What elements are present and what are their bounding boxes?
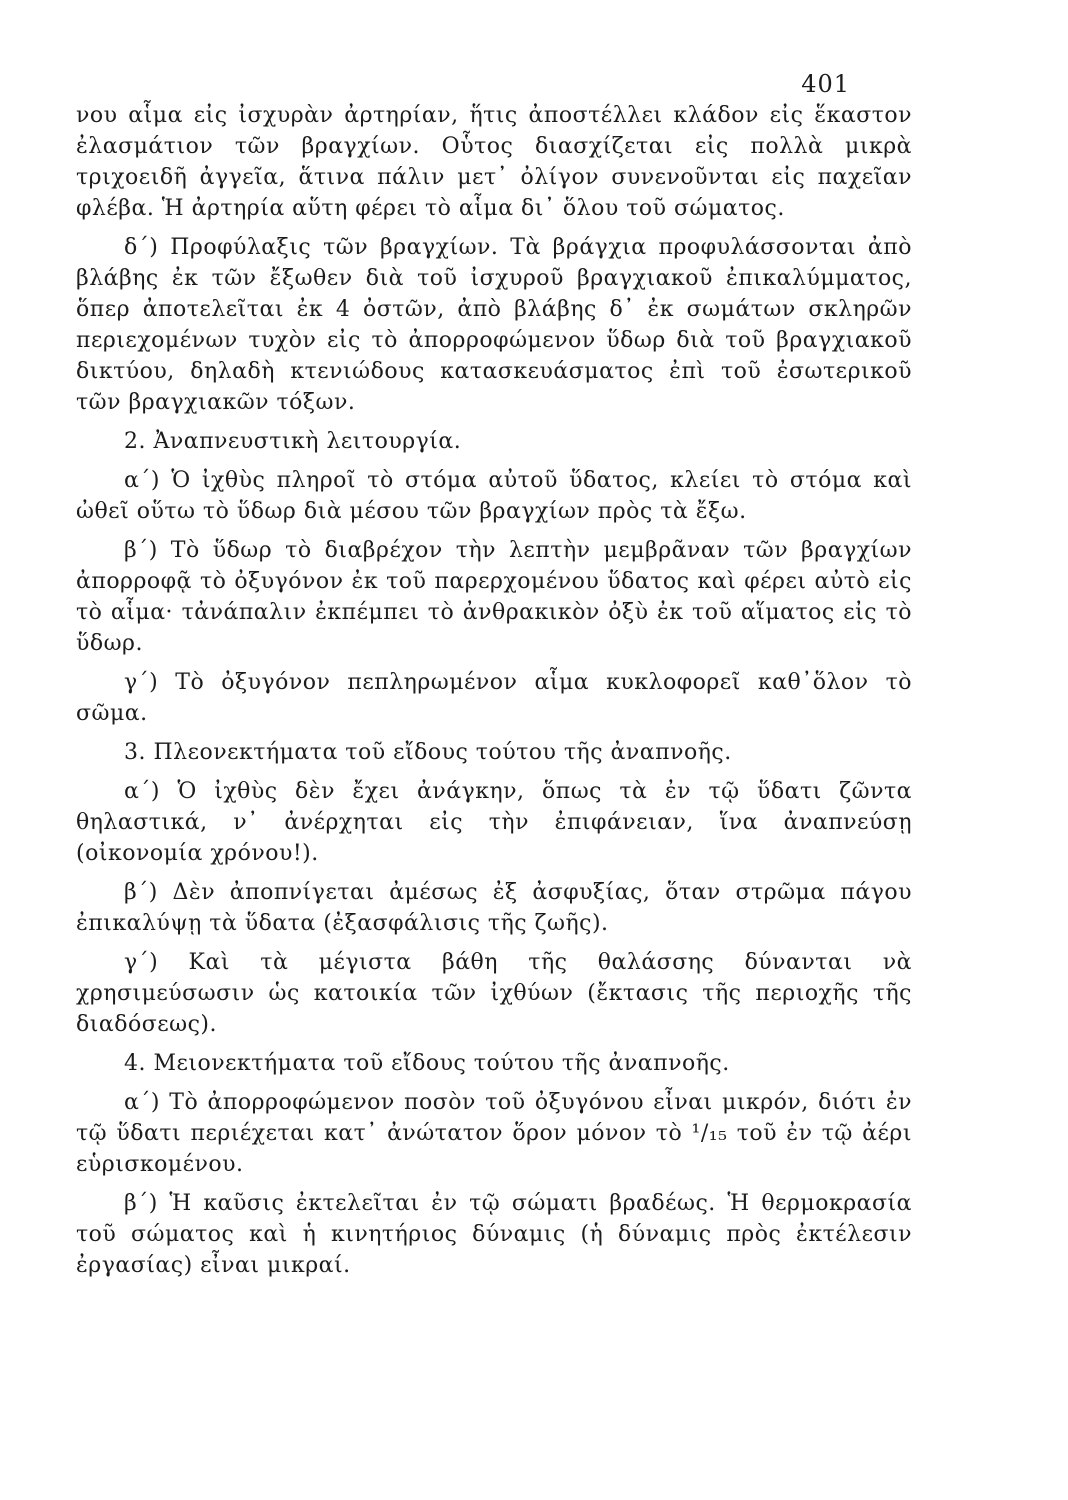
paragraph-10: γ´) Καὶ τὰ μέγιστα βάθη τῆς θαλάσσης δύνανται νὰ χρησιμεύσωσιν ὡς κατοικία τῶν ἰχθύων (ἔκτασις τῆς περιοχῆς τῆς διαδόσεως). — [76, 950, 912, 1037]
paragraph-4: α´) Ὁ ἰχθὺς πληροῖ τὸ στόμα αὐτοῦ ὕδατος, κλείει τὸ στόμα καὶ ὠθεῖ οὕτω τὸ ὕδωρ διὰ μέσου τῶν βραγχίων πρὸς τὰ ἔξω. — [76, 468, 912, 524]
section-heading-advantages: 3. Πλεονεκτήματα τοῦ εἴδους τούτου τῆς ἀναπνοῆς. — [124, 740, 732, 765]
paragraph-13: β´) Ἡ καῦσις ἐκτελεῖται ἐν τῷ σώματι βραδέως. Ἡ θερμοκρασία τοῦ σώματος καὶ ἡ κινητήριος δύναμις (ἡ δύναμις πρὸς ἐκτέλεσιν ἐργασίας) εἶναι μικραί. — [76, 1191, 912, 1278]
paragraph-6: γ´) Τὸ ὀξυγόνον πεπληρωμένον αἷμα κυκλοφορεῖ καθ᾽ὅλον τὸ σῶμα. — [76, 670, 912, 726]
paragraph-5: β´) Τὸ ὕδωρ τὸ διαβρέχον τὴν λεπτὴν μεμβρᾶναν τῶν βραγχίων ἀπορροφᾷ τὸ ὀξυγόνον ἐκ τοῦ παρερχομένου ὕδατος καὶ φέρει αὐτὸ εἰς τὸ αἷμα· τἀνάπαλιν ἐκπέμπει τὸ ἀνθρακικὸν ὀξὺ ἐκ τοῦ αἵματος εἰς τὸ ὕδωρ. — [76, 538, 912, 656]
section-heading-disadvantages: 4. Μειονεκτήματα τοῦ εἴδους τούτου τῆς ἀναπνοῆς. — [124, 1051, 730, 1076]
paragraph-8: α´) Ὁ ἰχθὺς δὲν ἔχει ἀνάγκην, ὅπως τὰ ἐν τῷ ὕδατι ζῶντα θηλαστικά, ν᾽ ἀνέρχηται εἰς τὴν ἐπιφάνειαν, ἵνα ἀναπνεύσῃ (οἰκονομία χρόνου!). — [76, 779, 912, 866]
paragraph-1: νου αἷμα εἰς ἰσχυρὰν ἀρτηρίαν, ἥτις ἀποστέλλει κλάδον εἰς ἕκαστον ἐλασμάτιον τῶν βραγχίων. Οὗτος διασχίζεται εἰς πολλὰ μικρὰ τριχοειδῆ ἀγγεῖα, ἅτινα πάλιν μετ᾽ ὀλίγον συνενοῦνται εἰς παχεῖαν φλέβα. Ἡ ἀρτηρία αὕτη φέρει τὸ αἷμα δι᾽ ὅλου τοῦ σώματος. — [76, 103, 912, 221]
paragraph-12: α´) Τὸ ἀπορροφώμενον ποσὸν τοῦ ὀξυγόνου εἶναι μικρόν, διότι ἐν τῷ ὕδατι περιέχεται κατ᾽ ἀνώτατον ὅρον μόνον τὸ ¹/₁₅ τοῦ ἐν τῷ ἀέρι εὑρισκομένου. — [76, 1090, 912, 1177]
body-text — [76, 100, 912, 1289]
section-heading-respiratory-function: 2. Ἀναπνευστικὴ λειτουργία. — [124, 429, 462, 454]
paragraph-2: δ´) Προφύλαξις τῶν βραγχίων. Τὰ βράγχια προφυλάσσονται ἀπὸ βλάβης ἐκ τῶν ἔξωθεν διὰ τοῦ ἰσχυροῦ βραγχιακοῦ ἐπικαλύμματος, ὅπερ ἀποτελεῖται ἐκ 4 ὀστῶν, ἀπὸ βλάβης δ᾽ ἐκ σωμάτων σκληρῶν περιεχομένων τυχὸν εἰς τὸ ἀπορροφώμενον ὕδωρ διὰ τοῦ βραγχιακοῦ δικτύου, δηλαδὴ κτενιώδους κατασκευάσματος ἐπὶ τοῦ ἐσωτερικοῦ τῶν βραγχιακῶν τόξων. — [76, 235, 912, 415]
page-number: 401 — [801, 70, 850, 98]
paragraph-9: β´) Δὲν ἀποπνίγεται ἀμέσως ἐξ ἀσφυξίας, ὅταν στρῶμα πάγου ἐπικαλύψῃ τὰ ὕδατα (ἐξασφάλισις τῆς ζωῆς). — [76, 880, 912, 936]
